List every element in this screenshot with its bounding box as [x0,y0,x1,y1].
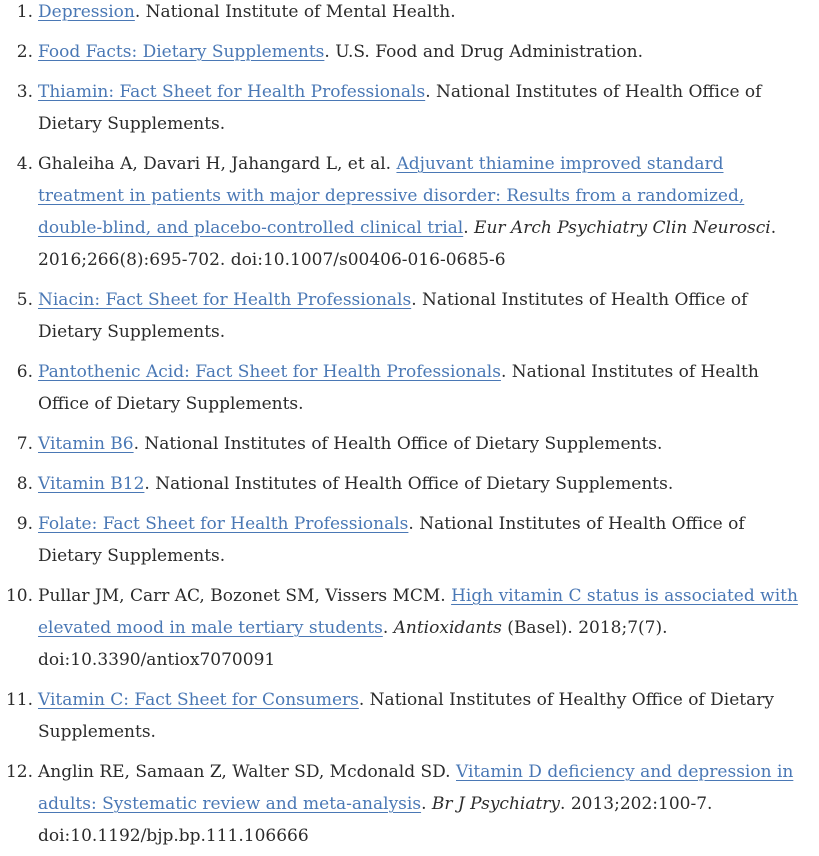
reference-number: 7. [16,434,33,454]
reference-link-niacin[interactable]: Niacin: Fact Sheet for Health Professionals [38,290,412,310]
reference-link-folate[interactable]: Folate: Fact Sheet for Health Professionals [38,514,409,534]
reference-authors: Anglin RE, Samaan Z, Walter SD, Mcdonald SD. [38,762,456,782]
reference-number: 2. [16,42,33,62]
reference-body [38,148,800,276]
reference-journal: Br J Psychiatry [431,794,561,814]
reference-body [38,468,800,500]
reference-item-10 [0,580,800,676]
reference-number: 4. [16,154,33,174]
reference-item-5 [0,284,800,348]
reference-source: . National Institutes of Health Office of Dietary Supplements. [38,290,748,342]
reference-item-8 [0,468,800,500]
reference-item-3 [0,76,800,140]
reference-body [38,428,800,460]
reference-item-11 [0,684,800,748]
reference-number: 5. [16,290,33,310]
reference-link-depression[interactable]: Depression [38,2,135,22]
reference-link-vitamin-d[interactable]: Vitamin D deficiency and depression in adults: Systematic review and meta-analysis [38,762,794,814]
reference-number: 3. [16,82,33,102]
reference-source: . National Institute of Mental Health. [134,2,456,22]
reference-citation: (Basel). 2018;7(7). doi:10.3390/antiox7070091 [38,618,668,670]
reference-source: . [421,794,432,814]
reference-citation: . 2016;266(8):695-702. doi:10.1007/s00406-016-0685-6 [38,218,777,270]
reference-item-1 [0,0,800,28]
reference-body [38,76,800,140]
reference-item-4 [0,148,800,276]
reference-link-high-vitamin-c[interactable]: High vitamin C status is associated with elevated mood in male tertiary students [38,586,798,638]
reference-number: 1. [16,2,33,22]
reference-journal: Eur Arch Psychiatry Clin Neurosci [474,218,771,238]
reference-source: . National Institutes of Health Office of Dietary Supplements. [38,82,762,134]
reference-source: . National Institutes of Health Office of Dietary Supplements. [38,362,759,414]
reference-source: . [382,618,394,638]
reference-link-food-facts[interactable]: Food Facts: Dietary Supplements [38,42,325,62]
reference-authors: Ghaleiha A, Davari H, Jahangard L, et al. [38,154,397,174]
reference-link-vitamin-b12[interactable]: Vitamin B12 [38,474,145,494]
reference-body [38,356,800,420]
reference-item-7 [0,428,800,460]
reference-number: 6. [16,362,33,382]
reference-body [38,684,800,748]
reference-link-adjuvant-thiamine[interactable]: Adjuvant thiamine improved standard treatment in patients with major depressive disorder: Results from a randomized, double-blind, and placebo-controlled clinical trial [38,154,745,238]
reference-link-vitamin-b6[interactable]: Vitamin B6 [38,434,134,454]
reference-item-12 [0,756,800,852]
reference-source: . [463,218,475,238]
reference-body [38,508,800,572]
reference-link-thiamin[interactable]: Thiamin: Fact Sheet for Health Professionals [38,82,426,102]
reference-source: . National Institutes of Healthy Office of Dietary Supplements. [38,690,774,742]
reference-number: 8. [16,474,33,494]
reference-source: . National Institutes of Health Office of Dietary Supplements. [133,434,663,454]
reference-number: 10. [5,586,33,606]
reference-item-2 [0,36,800,68]
reference-journal: Antioxidants [393,618,502,638]
reference-citation: . 2013;202:100-7. doi:10.1192/bjp.bp.111.106666 [38,794,713,846]
reference-source: . National Institutes of Health Office of Dietary Supplements. [144,474,674,494]
reference-body [38,284,800,348]
reference-source: . National Institutes of Health Office of Dietary Supplements. [38,514,745,566]
reference-source: . U.S. Food and Drug Administration. [324,42,643,62]
reference-number: 12. [5,762,33,782]
reference-body [38,36,800,68]
reference-item-6 [0,356,800,420]
reference-body [38,580,800,676]
reference-body [38,756,800,852]
reference-number: 11. [5,690,33,710]
reference-link-vitamin-c[interactable]: Vitamin C: Fact Sheet for Consumers [38,690,359,710]
reference-body [38,0,800,28]
reference-number: 9. [16,514,33,534]
reference-link-pantothenic-acid[interactable]: Pantothenic Acid: Fact Sheet for Health Professionals [38,362,501,382]
reference-item-9 [0,508,800,572]
reference-authors: Pullar JM, Carr AC, Bozonet SM, Vissers MCM. [38,586,452,606]
